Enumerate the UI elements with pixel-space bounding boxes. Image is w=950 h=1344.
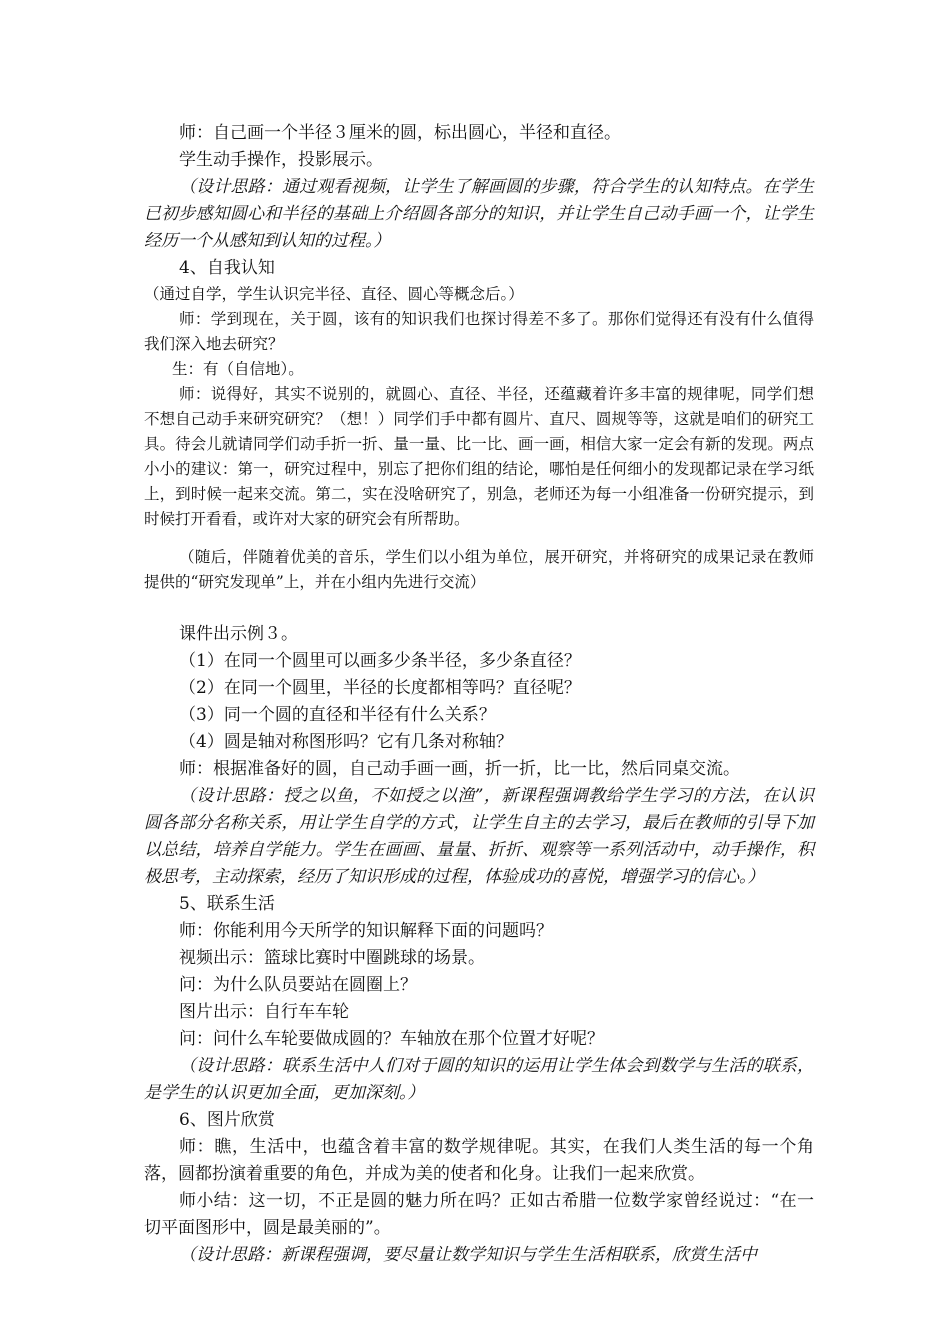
stage-note: （随后，伴随着优美的音乐，学生们以小组为单位，展开研究，并将研究的成果记录在教师提供的“研究发现单”上，并在小组内先进行交流） [144, 548, 814, 591]
teacher-line: 师：学到现在，关于圆，该有的知识我们也探讨得差不多了。那你们觉得还有没有什么值得我们深入地去研究？ [144, 310, 814, 353]
section-heading-6: 6、图片欣赏 [179, 1110, 275, 1130]
student-line: 学生动手操作，投影展示。 [179, 150, 383, 170]
teacher-summary: 师小结：这一切，不正是圆的魅力所在吗？正如古希腊一位数学家曾经说过：“在一切平面图形中，圆是最美丽的”。 [144, 1191, 814, 1238]
stage-note: （通过自学，学生认识完半径、直径、圆心等概念后。） [144, 285, 524, 303]
design-note: （设计思路：联系生活中人们对于圆的知识的运用让学生体会到数学与生活的联系，是学生的认识更加全面，更加深刻。） [144, 1056, 814, 1103]
question-2: （2）在同一个圆里，半径的长度都相等吗？直径呢？ [179, 678, 581, 698]
section-heading-5: 5、联系生活 [179, 894, 275, 914]
teacher-line: 师：根据准备好的圆，自己动手画一画，折一折，比一比，然后同桌交流。 [179, 759, 740, 779]
student-line: 生：有（自信地）。 [172, 360, 304, 378]
courseware-line: 课件出示例３。 [179, 624, 298, 644]
section-heading-4: 4、自我认知 [179, 258, 275, 278]
question-4: （4）圆是轴对称图形吗？它有几条对称轴？ [179, 732, 513, 752]
teacher-line: 师：说得好，其实不说别的，就圆心、直径、半径，还蕴藏着许多丰富的规律呢，同学们想不想自己动手来研究研究？（想！）同学们手中都有圆片、直尺、圆规等等，这就是咱们的研究工具。待会儿就请同学们动手折一折、量一量、比一比、画一画，相信大家一定会有新的发现。两点小小的建议：第一，研究过程中，别忘了把你们组的结论，哪怕是任何细小的发现都记录在学习纸上，到时候一起来交流。第二，实在没啥研究了，别急，老师还为每一小组准备一份研究提示，到时候打开看看，或许对大家的研究会有所帮助。 [144, 385, 814, 528]
question-line: 问：问什么车轮要做成圆的？车轴放在那个位置才好呢？ [179, 1029, 604, 1049]
design-note: （设计思路：授之以鱼，不如授之以渔”，新课程强调教给学生学习的方法，在认识圆各部分名称关系，用让学生自学的方式，让学生自主的去学习，最后在教师的引导下加以总结，培养自学能力。学生在画画、量量、折折、观察等一系列活动中，动手操作，积极思考，主动探索，经历了知识形成的过程，体验成功的喜悦，增强学习的信心。） [144, 786, 814, 887]
document-body [144, 120, 814, 1269]
picture-line: 图片出示：自行车车轮 [179, 1002, 349, 1022]
design-note: （设计思路：通过观看视频，让学生了解画圆的步骤，符合学生的认知特点。在学生已初步感知圆心和半径的基础上介绍圆各部分的知识，并让学生自己动手画一个，让学生经历一个从感知到认知的过程。） [144, 177, 814, 251]
video-line: 视频出示：篮球比赛时中圈跳球的场景。 [179, 948, 485, 968]
teacher-line: 师：你能利用今天所学的知识解释下面的问题吗？ [179, 921, 553, 941]
question-1: （1）在同一个圆里可以画多少条半径，多少条直径？ [179, 651, 581, 671]
teacher-line: 师：瞧，生活中，也蕴含着丰富的数学规律呢。其实，在我们人类生活的每一个角落，圆都扮演着重要的角色，并成为美的使者和化身。让我们一起来欣赏。 [144, 1137, 814, 1184]
design-note: （设计思路：新课程强调，要尽量让数学知识与学生生活相联系，欣赏生活中 [179, 1245, 757, 1265]
question-line: 问：为什么队员要站在圆圈上？ [179, 975, 417, 995]
teacher-line: 师：自己画一个半径３厘米的圆，标出圆心，半径和直径。 [179, 123, 621, 143]
question-3: （3）同一个圆的直径和半径有什么关系？ [179, 705, 496, 725]
